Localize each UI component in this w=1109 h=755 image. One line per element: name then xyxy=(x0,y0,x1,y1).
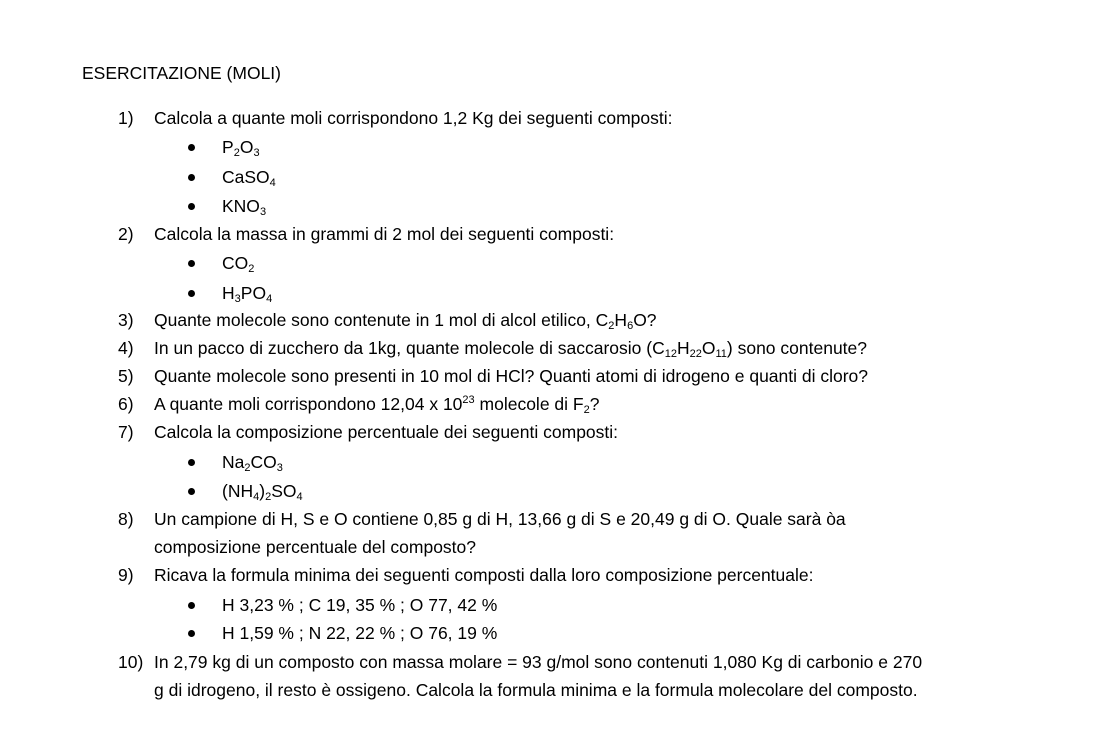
question-number: 7) xyxy=(118,422,134,442)
formula-co2: $CO_2$ xyxy=(222,253,255,275)
question-text-continuation: composizione percentuale del composto? xyxy=(154,537,476,557)
question-8 xyxy=(118,508,846,530)
formula-nh4-2so4: $(NH_4)_2SO_4$ xyxy=(222,481,303,503)
formula-h3po4: $H_3PO_4$ xyxy=(222,283,273,305)
question-number: 3) xyxy=(118,310,134,330)
question-text: A quante moli corrispondono 12,04 x $10^{23}$ molecole di $F_2$? xyxy=(154,394,600,416)
formula-kno3: $KNO_3$ xyxy=(222,196,267,218)
question-text: In un pacco di zucchero da 1kg, quante molecole di saccarosio $(C_{12}H_{22}O_{11})$ sono contenute? xyxy=(154,338,868,360)
bullet-icon xyxy=(188,260,195,267)
question-number: 5) xyxy=(118,366,134,386)
question-3 xyxy=(118,309,657,331)
question-9 xyxy=(118,564,814,586)
formula-p2o3: $P_2O_3$ xyxy=(222,137,260,159)
page-title: ESERCITAZIONE (MOLI) xyxy=(82,63,281,83)
question-number: 10) xyxy=(118,652,144,672)
bullet-icon xyxy=(188,488,195,495)
formula-caso4: CaSO$_4$ xyxy=(222,167,276,189)
bullet-icon xyxy=(188,630,195,637)
question-10 xyxy=(118,651,922,673)
question-number: 4) xyxy=(118,338,134,358)
question-number: 9) xyxy=(118,565,134,585)
question-7 xyxy=(118,421,618,443)
question-text: Calcola la massa in grammi di 2 mol dei seguenti composti: xyxy=(154,224,615,244)
question-4 xyxy=(118,337,867,359)
question-number: 2) xyxy=(118,224,134,244)
bullet-icon xyxy=(188,602,195,609)
question-text: Quante molecole sono presenti in 10 mol di HCl? Quanti atomi di idrogeno e quanti di cloro? xyxy=(154,366,869,386)
question-number: 8) xyxy=(118,509,134,529)
question-text: In 2,79 kg di un composto con massa molare = 93 g/mol sono contenuti 1,080 Kg di carbonio e 270 xyxy=(154,652,923,672)
question-number: 1) xyxy=(118,108,134,128)
composition-1: H 3,23 % ; C 19, 35 % ; O 77, 42 % xyxy=(222,595,498,615)
question-text: Un campione di H, S e O contiene 0,85 g di H, 13,66 g di S e 20,49 g di O. Quale sarà òa xyxy=(154,509,846,529)
question-text: Ricava la formula minima dei seguenti composti dalla loro composizione percentuale: xyxy=(154,565,814,585)
question-text-continuation: g di idrogeno, il resto è ossigeno. Calcola la formula minima e la formula molecolare del composto. xyxy=(154,680,918,700)
question-number: 6) xyxy=(118,394,134,414)
bullet-icon xyxy=(188,203,195,210)
question-6 xyxy=(118,393,599,415)
bullet-icon xyxy=(188,290,195,297)
question-5 xyxy=(118,365,868,387)
bullet-icon xyxy=(188,174,195,181)
question-text: Calcola la composizione percentuale dei seguenti composti: xyxy=(154,422,619,442)
question-text: Calcola a quante moli corrispondono 1,2 Kg dei seguenti composti: xyxy=(154,108,673,128)
question-text: Quante molecole sono contenute in 1 mol di alcol etilico, $C_2H_6O$? xyxy=(154,310,657,332)
formula-na2co3: $Na_2CO_3$ xyxy=(222,452,283,474)
bullet-icon xyxy=(188,144,195,151)
composition-2: H 1,59 % ; N 22, 22 % ; O 76, 19 % xyxy=(222,623,498,643)
question-2 xyxy=(118,223,614,245)
question-1 xyxy=(118,107,673,129)
bullet-icon xyxy=(188,459,195,466)
